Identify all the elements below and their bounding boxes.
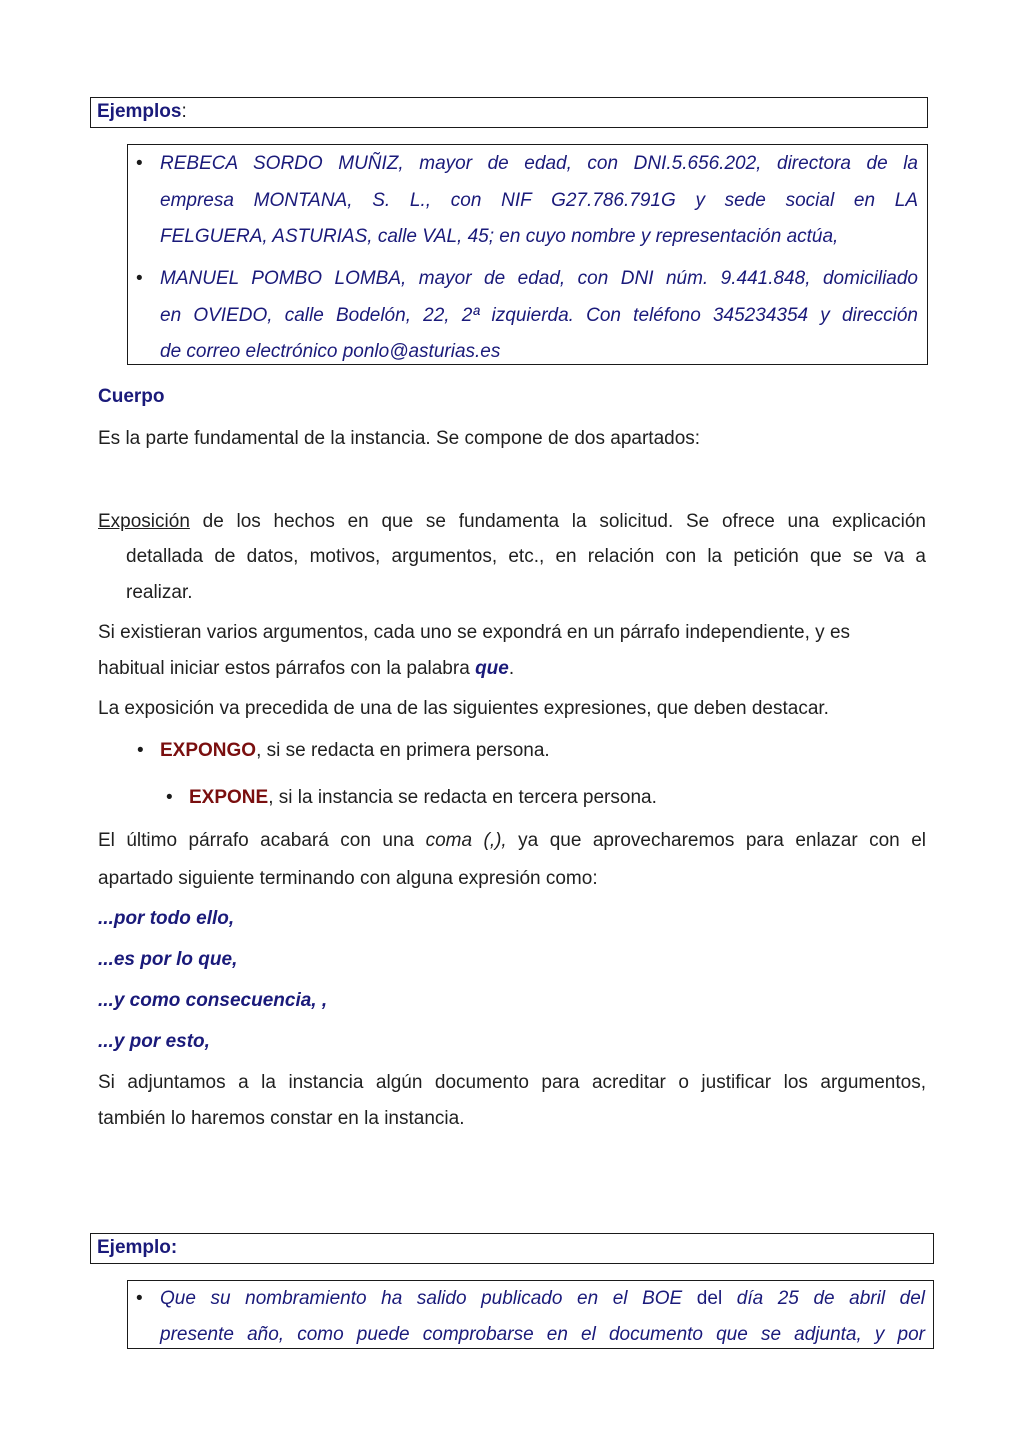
ultimo-line1 — [98, 822, 926, 859]
ejemplo-item-mid: del — [682, 1288, 737, 1309]
bullet-dot: • — [136, 1288, 143, 1309]
word-que: que — [475, 658, 509, 679]
example-item-rebeca-line1: REBECA SORDO MUÑIZ, mayor de edad, con DNI.5.656.202, directora de la — [160, 153, 918, 174]
bullet-dot: • — [136, 268, 143, 289]
enlace-3: ...y como consecuencia, , — [98, 990, 328, 1011]
example-item-rebeca-line2: empresa MONTANA, S. L., con NIF G27.786.791G y sede social en LA — [160, 190, 918, 211]
example-item-manuel-line1: MANUEL POMBO LOMBA, mayor de edad, con DNI núm. 9.441.848, domiciliado — [160, 268, 918, 289]
ejemplos-title-colon: : — [181, 101, 187, 122]
expongo-rest: , si se redacta en primera persona. — [256, 740, 550, 761]
enlace-4: ...y por esto, — [98, 1031, 210, 1052]
varios-line2-end: . — [508, 658, 515, 679]
precedida-text: La exposición va precedida de una de las siguientes expresiones, que deben destacar. — [98, 698, 829, 719]
keyword-expone: EXPONE — [189, 787, 269, 808]
example-item-manuel-line3: de correo electrónico ponlo@asturias.es — [160, 341, 501, 362]
bullet-dot: • — [137, 740, 144, 761]
enlace-2: ...es por lo que, — [98, 949, 238, 970]
ejemplo-title: Ejemplo: — [97, 1237, 178, 1258]
example-item-manuel-line2: en OVIEDO, calle Bodelón, 22, 2ª izquierda. Con teléfono 345234354 y dirección — [160, 305, 918, 326]
ejemplo-item-line2: presente año, como puede comprobarse en el documento que se adjunta, y por — [160, 1324, 925, 1345]
expone-rest: , si la instancia se redacta en tercera persona. — [268, 787, 657, 808]
cuerpo-intro: Es la parte fundamental de la instancia. Se compone de dos apartados: — [98, 428, 701, 449]
adjuntamos-line1: Si adjuntamos a la instancia algún documento para acreditar o justificar los argumentos, — [98, 1072, 926, 1093]
ultimo-line2: apartado siguiente terminando con alguna expresión como: — [98, 868, 598, 889]
keyword-expongo: EXPONGO — [160, 740, 257, 761]
ejemplo-item-pre: Que su nombramiento ha salido publicado en el BOE — [160, 1288, 683, 1309]
cuerpo-heading: Cuerpo — [98, 386, 165, 407]
enlace-1: ...por todo ello, — [98, 908, 235, 929]
exposicion-term: Exposición — [98, 511, 190, 532]
varios-line2 — [98, 650, 514, 687]
exposicion-line1 — [98, 503, 926, 540]
ejemplo-item-line1 — [160, 1280, 925, 1317]
ultimo-pre: El último párrafo acabará con una — [98, 830, 426, 851]
ejemplo-title-box — [90, 1233, 934, 1264]
expresion-expone — [189, 779, 657, 816]
adjuntamos-line2: también lo haremos constar en la instancia. — [98, 1108, 465, 1129]
exposicion-line3: realizar. — [126, 582, 193, 603]
exposicion-text: de los hechos en que se fundamenta la solicitud. Se ofrece una explicación — [189, 511, 926, 532]
ejemplos-title-box — [90, 97, 928, 128]
ejemplo-item-post: día 25 de abril del — [736, 1288, 926, 1309]
ejemplos-title: Ejemplos — [97, 101, 182, 122]
coma-term: coma (,), — [425, 830, 507, 851]
example-item-rebeca-line3: FELGUERA, ASTURIAS, calle VAL, 45; en cuyo nombre y representación actúa, — [160, 226, 839, 247]
bullet-dot: • — [136, 153, 143, 174]
bullet-dot: • — [166, 787, 173, 808]
varios-line2-text: habitual iniciar estos párrafos con la palabra — [98, 658, 476, 679]
ultimo-post: ya que aprovecharemos para enlazar con el — [506, 830, 926, 851]
varios-line1: Si existieran varios argumentos, cada uno se expondrá en un párrafo independiente, y es — [98, 622, 851, 643]
exposicion-line2: detallada de datos, motivos, argumentos, etc., en relación con la petición que se va a — [126, 546, 926, 567]
expresion-expongo — [160, 732, 550, 769]
